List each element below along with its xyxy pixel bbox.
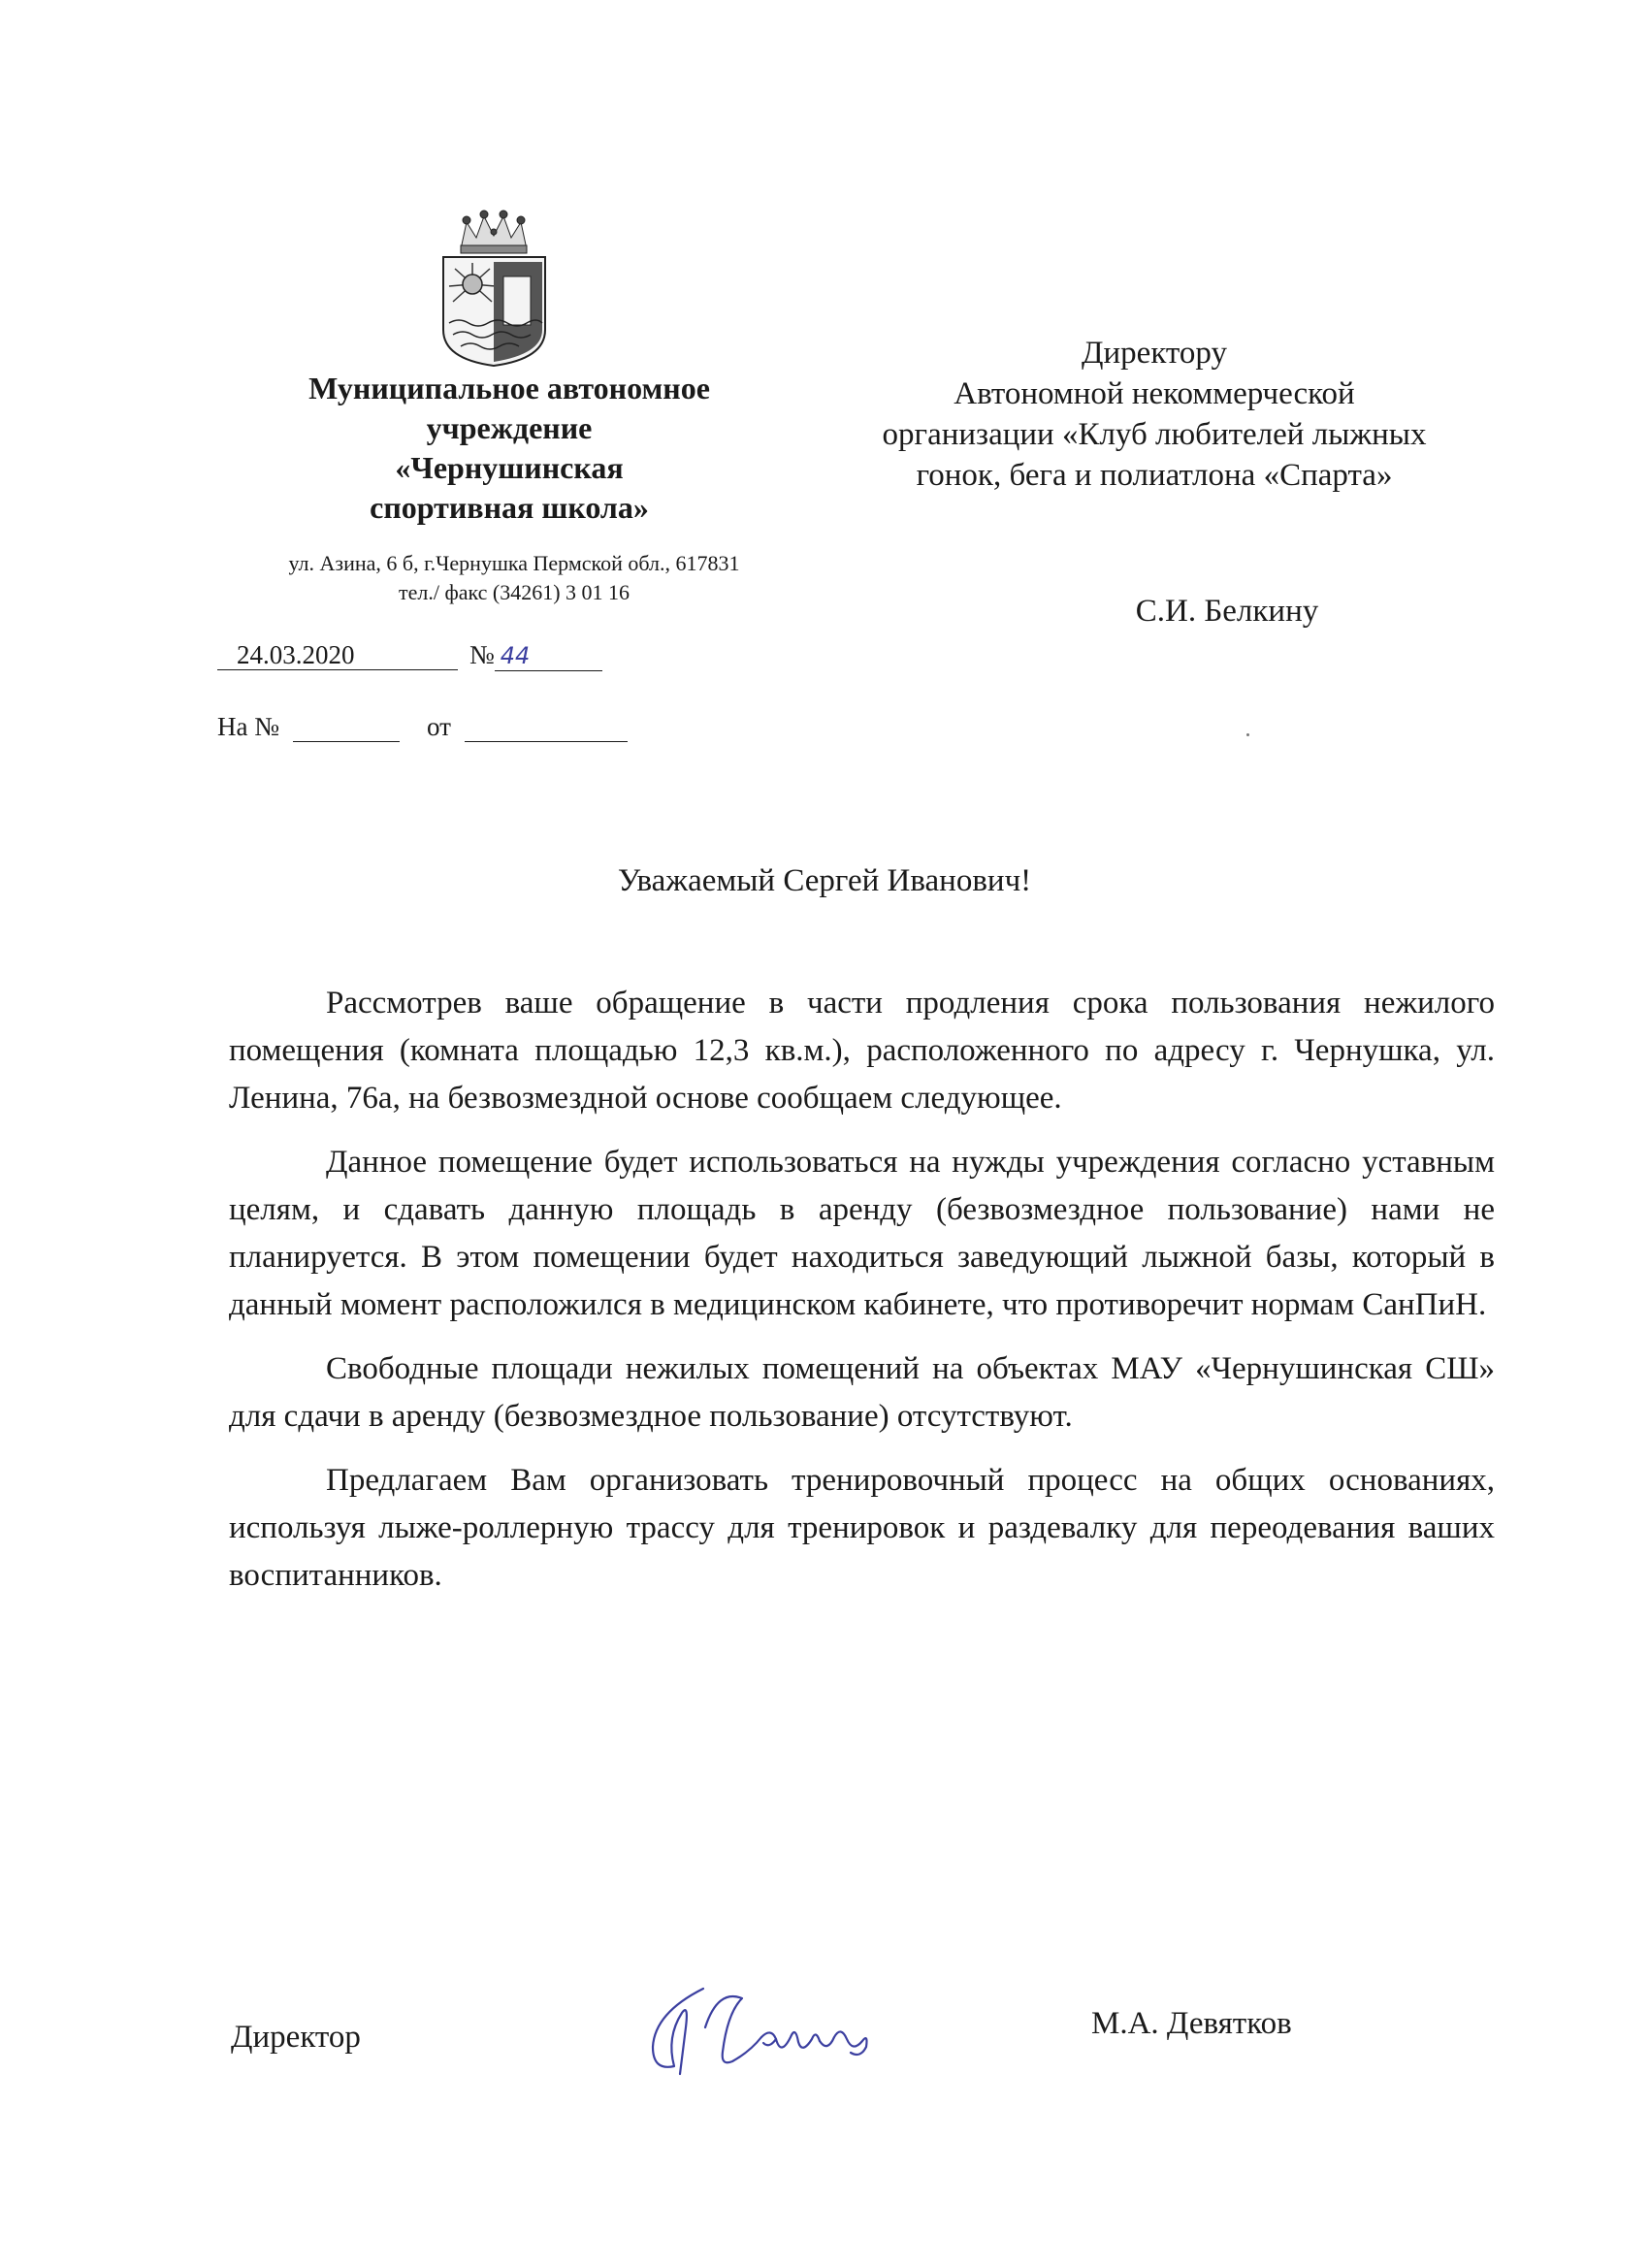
addressee-block [810,333,1499,496]
incoming-date-blank [465,712,628,742]
org-name-line: учреждение [426,410,593,445]
outgoing-number: 44 [495,641,602,671]
letter-body [229,980,1495,1616]
addressee-line: Автономной некоммерческой [954,376,1355,411]
addressee-line: гонок, бега и полиатлона «Спарта» [916,458,1393,493]
body-paragraph: Свободные площади нежилых помещений на объектах МАУ «Чернушинская СШ» для сдачи в аренду (безвозмездное пользование) отсутствуют. [229,1351,1495,1434]
addressee-name: С.И. Белкину [1135,594,1319,629]
org-name-line: спортивная школа» [370,490,649,525]
handwritten-signature [635,1969,888,2081]
outgoing-reference [217,640,602,671]
address-line: ул. Азина, 6 б, г.Чернушка Пермской обл., 617831 [288,551,740,575]
salutation: Уважаемый Сергей Иванович! [617,863,1032,898]
body-paragraph: Рассмотрев ваше обращение в части продления срока пользования нежилого помещения (комната площадью 12,3 кв.м.), расположенного по адресу г. Чернушка, ул. Ленина, 76а, на безвозмездной основе сообщаем следующее. [229,986,1495,1116]
incoming-number-blank [293,712,400,742]
addressee-line: Директору [1082,336,1227,371]
signatory-title: Директор [231,2020,361,2055]
incoming-number-label: На № [217,712,279,741]
outgoing-number-label: № [469,640,495,669]
outgoing-date: 24.03.2020 [217,640,458,670]
org-name-line: Муниципальное автономное [308,371,710,405]
stray-dot [1246,733,1249,736]
body-paragraph: Данное помещение будет использоваться на нужды учреждения согласно уставным целям, и сдавать данную площадь в аренду (безвозмездное пользование) нами не планируется. В этом помещении будет находиться заведующий лыжной базы, который в данный момент расположился в медицинском кабинете, что противоречит нормам СанПиН. [229,1145,1495,1322]
incoming-from-label: от [427,712,451,741]
organization-name [252,369,766,528]
contact-line: тел./ факс (34261) 3 01 16 [398,580,630,604]
incoming-reference [217,712,628,742]
signatory-name: М.А. Девятков [1091,2006,1292,2041]
addressee-line: организации «Клуб любителей лыжных [882,417,1427,452]
org-name-line: «Чернушинская [395,450,624,485]
coat-of-arms-emblem [434,209,555,369]
body-paragraph: Предлагаем Вам организовать тренировочный процесс на общих основаниях, используя лыже-роллерную трассу для тренировок и раздевалку для переодевания ваших воспитанников. [229,1463,1495,1593]
organization-address [233,549,795,607]
